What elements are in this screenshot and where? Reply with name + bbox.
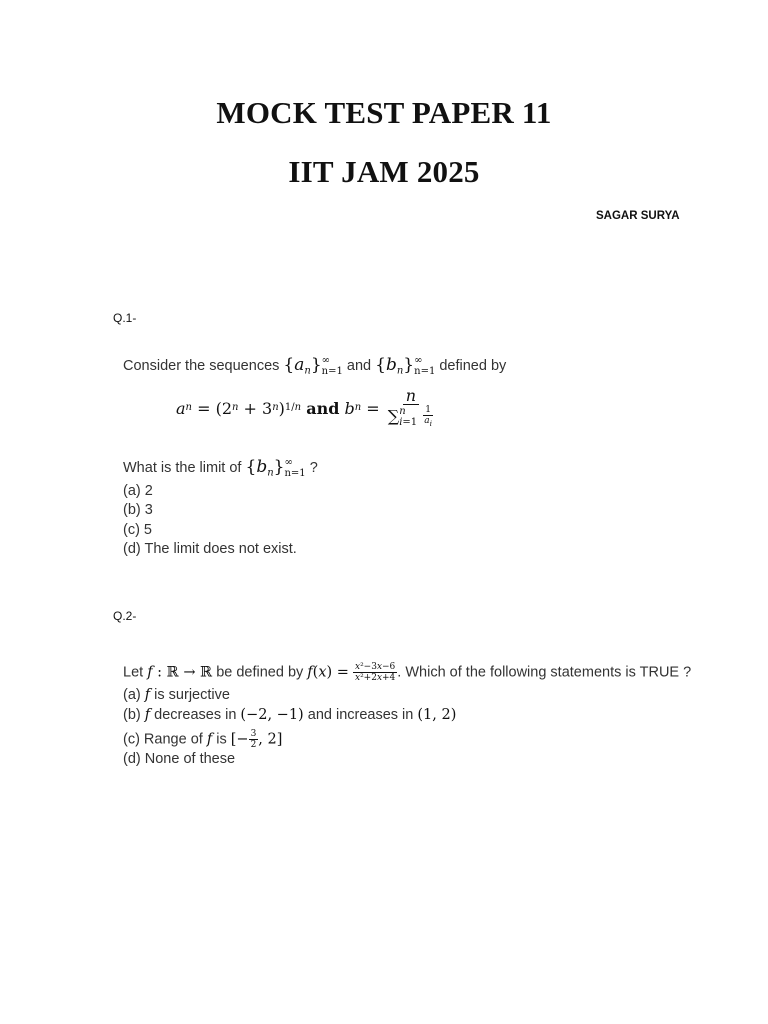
q2-option-c: (c) Range of f is [− $\frac{3}{2}$ , 2] [123, 729, 283, 750]
title-line-1: MOCK TEST PAPER 11 [216, 95, 552, 130]
title-line-2: IIT JAM 2025 [288, 154, 480, 189]
q2-option-a: (a) f is surjective [123, 687, 230, 703]
q1-option-c: (c) 5 [123, 522, 152, 538]
q1-display-equation: a n = (2 n + 3 n ) 1/n and b n = n ∑ n i=1 $\frac{1}{a_i}$ [176, 386, 433, 428]
q2-option-b: (b) f decreases in (−2, −1) and increases in (1, 2) [123, 707, 457, 723]
q1-question: What is the limit of $\{b_n\}$ ∞ n=1 ? [123, 456, 318, 479]
q1-option-a: (a) 2 [123, 483, 153, 499]
q1-label: Q.1- [113, 311, 137, 325]
q2-label: Q.2- [113, 609, 137, 623]
q2-stem: Let f : ℝ → ℝ be defined by f(x) = $\frac{\text{x²−3x−6}}{\text{x²+2x+4}}$ . Which of the following statements is TRUE ? [123, 662, 692, 683]
q1-intro: Consider the sequences $\{a_n\}$ ∞ n=1 and $\{b_n\}$ ∞ n=1 defined by [123, 354, 507, 377]
q1-option-b: (b) 3 [123, 502, 153, 518]
author-name: SAGAR SURYA [596, 210, 680, 222]
q2-option-d: (d) None of these [123, 751, 236, 767]
q1-option-d: (d) The limit does not exist. [123, 541, 297, 557]
